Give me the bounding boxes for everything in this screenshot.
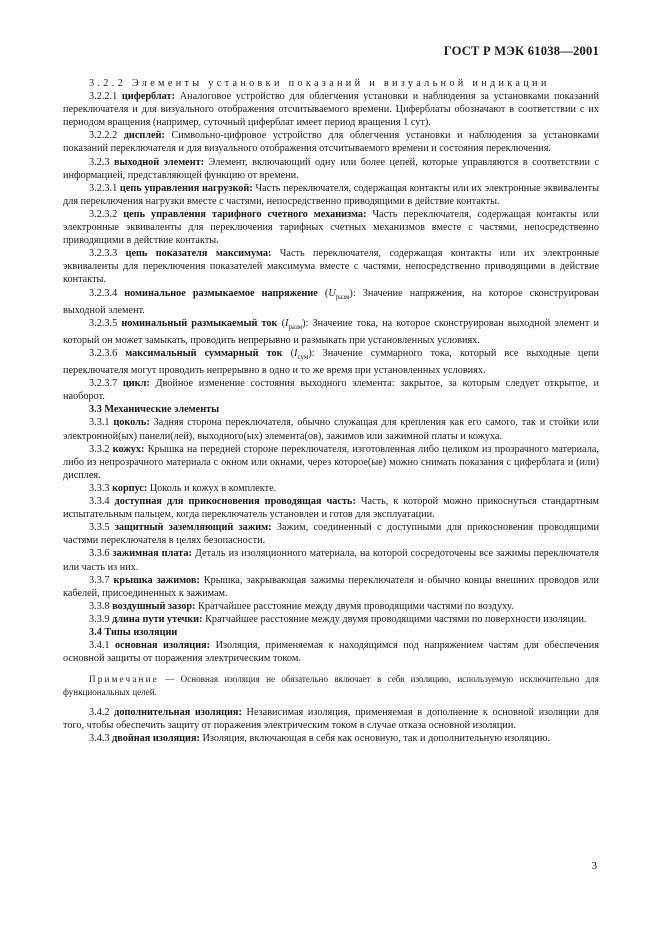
section-heading-3-3: 3.3 Механические элементы — [89, 404, 220, 416]
definition-3-4-1 — [63, 639, 599, 665]
symbol-subscript: сум — [297, 353, 309, 362]
definition-3-3-9 — [63, 613, 599, 626]
term: доступная для прикосновения проводящая часть: — [114, 496, 356, 508]
definition-text: Значение тока, на которое сконструирован выходной элемент и который он может замыкать, проводить непрерывно и размыкать при установленных условиях. — [63, 317, 600, 346]
term: дополнительная изоляция: — [114, 707, 242, 719]
definition-text: Изоляция, применяемая к находящимся под напряжением частям для обеспечения основной защиты от поражения электрическим током. — [63, 640, 599, 665]
symbol-subscript: разм — [335, 292, 350, 301]
symbol-close: ): — [302, 317, 309, 329]
definition-text: Значение напряжения, на которое сконструирован выходной элемент. — [63, 287, 600, 316]
definition-3-2-2-2 — [63, 129, 599, 155]
definition-3-2-3 — [63, 156, 599, 182]
definition-text: Часть, к которой можно прикоснуться стандартным испытательным пальцем, когда переключатель установлен и готов для эксплуатации. — [63, 496, 600, 521]
note — [63, 673, 599, 698]
definition-3-4-3 — [63, 732, 599, 745]
definition-text: Значение суммарного тока, который все выходные цепи переключателя могут проводить непрерывно в одно и то же время при установленных условиях. — [63, 347, 600, 377]
definition-text: Независимая изоляция, применяемая в дополнение к основной изоляции для того, чтобы обеспечить защиту от поражения электрическим током в случае отказа основной изоляции. — [63, 707, 600, 732]
clause-number: 3.3.9 — [89, 613, 110, 625]
clause-number: 3.2.3.5 — [89, 317, 118, 329]
definition-3-3-6 — [63, 547, 599, 573]
definition-text: Изоляция, включающая в себя как основную, так и дополнительную изоляцию. — [199, 733, 551, 745]
term: корпус: — [112, 482, 148, 494]
document-body — [63, 77, 599, 745]
definition-text: Крышка на передней стороне переключателя, изготовленная либо целиком из прозрачного материала, либо из непрозрачного материала с окном или окнами, через которое(ые) можно снимать показания с циферблата и (или) дисплея. — [63, 443, 599, 481]
symbol-open: ( — [317, 287, 329, 299]
definition-3-2-3-1 — [63, 182, 599, 208]
definition-text: Часть переключателя, содержащая контакты или электронные эквиваленты для переключения тарифных счетных механизмов вместе с частями, непосредственно приводящими в действие контакты. — [63, 208, 599, 247]
definition-3-2-3-7 — [63, 377, 599, 403]
symbol-open: ( — [282, 347, 295, 359]
clause-number: 3.4.3 — [89, 733, 110, 745]
definition-3-3-2 — [63, 443, 599, 482]
clause-number: 3.4.2 — [89, 707, 110, 719]
term: зажимная плата: — [112, 548, 192, 560]
definition-text: Крышка, закрывающая зажимы переключателя и обычно концы внешних проводов или кабелей, присоединенных к зажимам. — [63, 574, 599, 599]
definition-text: Задняя сторона переключателя, обычно служащая для крепления как его самого, так и стойки или электронной(ых) панели(лей), выходного(ых) элемента(ов), зажимов или зажимной платы и кожуха. — [63, 417, 600, 442]
clause-number: 3.3.4 — [89, 496, 110, 508]
clause-number: 3.3.1 — [89, 417, 110, 429]
clause-number: 3.2.3.1 — [89, 182, 118, 194]
definition-3-3-3 — [63, 482, 599, 495]
clause-number: 3.2.3.2 — [89, 208, 118, 220]
clause-number: 3.2.3.6 — [89, 347, 118, 359]
clause-number: 3.2.3.7 — [89, 378, 118, 390]
symbol-close: ): — [349, 287, 356, 299]
term: максимальный суммарный ток — [125, 347, 283, 359]
symbol-subscript: разм — [288, 322, 303, 331]
term: двойная изоляция: — [112, 733, 200, 745]
definition-3-2-2-1 — [63, 90, 599, 129]
term: крышка зажимов: — [113, 574, 200, 586]
clause-number: 3.2.2.2 — [89, 130, 118, 142]
definition-3-3-7 — [63, 574, 599, 600]
definition-3-2-3-6 — [63, 347, 599, 377]
symbol: I — [285, 317, 289, 329]
term: выходной элемент: — [113, 156, 205, 168]
clause-number: 3.3.6 — [89, 548, 110, 560]
term: цепь управления нагрузкой: — [119, 182, 253, 194]
clause-number: 3.3.8 — [89, 600, 110, 612]
term: цепь управления тарифного счетного механизма: — [123, 208, 367, 220]
definition-3-2-3-5 — [63, 317, 599, 347]
symbol: U — [328, 287, 336, 299]
note-text: — Основная изоляция не обязательно включает в себя изоляцию, используемую исключительно для функциональных целей. — [63, 674, 599, 697]
definition-text: Деталь из изоляционного материала, на которой сосредоточены все зажимы переключателя или часть из них. — [63, 548, 600, 573]
clause-number: 3.4.1 — [89, 640, 110, 652]
definition-3-3-8 — [63, 600, 599, 613]
clause-number: 3.2.3.3 — [89, 248, 118, 260]
definition-text: Элемент, включающий одну или более цепей, которые управляются в соответствии с информацией, представляющей функцию от времени. — [63, 156, 599, 181]
clause-number: 3.3.7 — [89, 574, 110, 586]
term: номинальное размыкаемое напряжение — [124, 287, 318, 299]
definition-3-4-2 — [63, 706, 599, 732]
term: цикл: — [122, 378, 150, 390]
clause-number: 3.2.3 — [89, 156, 110, 168]
term: длина пути утечки: — [112, 613, 203, 625]
term: циферблат: — [121, 91, 175, 103]
term: номинальный размыкаемый ток — [121, 317, 278, 329]
clause-number: 3.2.3.4 — [89, 287, 118, 299]
term: цоколь: — [113, 417, 150, 429]
term: дисплей: — [123, 130, 165, 142]
note-label: Примечание — [89, 674, 159, 685]
definition-3-2-3-2 — [63, 208, 599, 247]
definition-3-2-3-4 — [63, 287, 599, 317]
definition-text: Аналоговое устройство для облегчения установки и наблюдения за установками показаний переключателя и для визуального отображения отсчитываемого времени. Циферблаты обозначают в соответствии с их периодом вращения (например, суточный циферблат имеет период вращения 1 сут). — [63, 91, 599, 129]
clause-number: 3.2.2.1 — [89, 91, 118, 103]
definition-text: Символьно-цифровое устройство для облегчения установки и наблюдения за установками показаний переключателя и для визуального отображения отсчитываемого времени и состояния переключения. — [63, 130, 600, 155]
term: основная изоляция: — [115, 640, 211, 652]
definition-text: Двойное изменение состояния выходного элемента: закрытое, за которым следует открытое, и наоборот. — [63, 378, 599, 403]
term: цепь показателя максимума: — [125, 248, 272, 260]
term: кожух: — [112, 443, 145, 455]
definition-3-3-5 — [63, 521, 599, 547]
clause-number: 3.3.3 — [89, 482, 110, 494]
symbol-close: ): — [308, 347, 315, 359]
definition-text: Кратчайшее расстояние между двумя проводящими частями по воздуху. — [195, 600, 514, 612]
definition-text: Кратчайшее расстояние между двумя проводящими частями по поверхности изоляции. — [202, 613, 587, 625]
term: защитный заземляющий зажим: — [114, 522, 272, 534]
definition-3-3-4 — [63, 495, 599, 521]
symbol-open: ( — [277, 317, 285, 329]
section-heading-3-4: 3.4 Типы изоляции — [89, 626, 178, 638]
definition-text: Цоколь и кожух в комплекте. — [147, 482, 277, 494]
document-header: ГОСТ Р МЭК 61038—2001 — [443, 44, 599, 58]
clause-number: 3.3.5 — [89, 522, 110, 534]
definition-text: Часть переключателя, содержащая контакты или их электронные эквиваленты для переключения показателей максимума вместе с частями, непосредственно приводящими в действие контакты. — [63, 248, 599, 286]
page-number: 3 — [591, 860, 597, 872]
definition-3-2-3-3 — [63, 247, 599, 286]
definition-text: Часть переключателя, содержащая контакты или их электронные эквиваленты для переключения нагрузки вместе с частями, непосредственно приводящими в действие контакты. — [63, 182, 599, 207]
clause-number: 3.3.2 — [89, 443, 110, 455]
symbol: I — [294, 347, 298, 359]
term: воздушный зазор: — [112, 600, 196, 612]
subsection-heading: 3.2.2 Элементы установки показаний и визуальной индикации — [89, 78, 550, 89]
definition-3-3-1 — [63, 416, 599, 442]
definition-text: Зажим, соединенный с доступными для прикосновения проводящими частями переключателя в целях безопасности. — [63, 522, 600, 547]
